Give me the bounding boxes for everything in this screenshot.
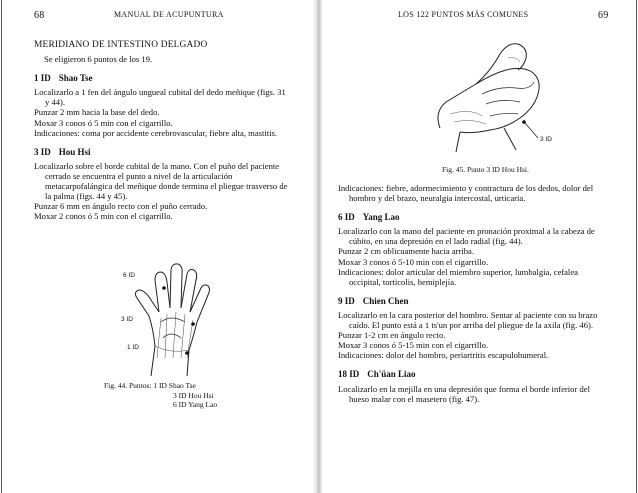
paragraph: Indicaciones: dolor articular del miembro superior, lumbalgia, cefalea occipital, torticolis, hemiplejía.	[338, 266, 578, 287]
figure-label: 6 ID	[123, 272, 135, 279]
point-number: 1 ID	[34, 73, 51, 84]
figure-label: 3 ID	[540, 136, 552, 143]
caption-prefix: Fig. 44. Puntos:	[104, 381, 152, 390]
point-number: 9 ID	[338, 295, 355, 306]
paragraph: Indicaciones: coma por accidente cerebrovascular, fiebre alta, mastitis.	[34, 127, 278, 138]
left-text-column	[34, 40, 289, 221]
caption-item: 3 ID Hou Hsi	[173, 390, 214, 400]
point-heading	[34, 73, 289, 83]
running-head-left: MANUAL DE ACUPUNTURA	[114, 10, 224, 19]
running-head-right: LOS 122 PUNTOS MÁS COMUNES	[398, 10, 529, 19]
figure-caption-45: Fig. 45. Punto 3 ID Hou Hsi.	[442, 165, 529, 174]
paragraph: Indicaciones: dolor del hombro, periartritis escapulohumeral.	[338, 350, 549, 361]
paragraph: Punzar 6 mm en ángulo recto con el puño cerrado.	[34, 201, 208, 212]
figure-label: 3 ID	[121, 316, 133, 323]
paragraph: Indicaciones: fiebre, adormecimiento y contractura de los dedos, dolor del hombro y del brazo, neuralgia intercostal, urticaria.	[338, 183, 594, 204]
page-number-left: 68	[34, 10, 45, 21]
page-number-right: 69	[598, 10, 609, 21]
hand-dorsal-illustration	[115, 258, 225, 378]
section-title: MERIDIANO DE INTESTINO DELGADO	[34, 40, 208, 50]
paragraph: Localizarlo a 1 fen del ángulo ungueal cubital del dedo meñique (figs. 31 y 44).	[34, 87, 286, 108]
paragraph: Punzar 1-2 cm en ángulo recto.	[338, 330, 446, 341]
paragraph: Punzar 2 cm oblicuamente hacia arriba.	[338, 246, 475, 257]
closed-fist-illustration	[420, 30, 570, 155]
figure-caption-44	[104, 381, 217, 410]
point-number: 3 ID	[34, 146, 51, 157]
figure-label: 1 ID	[127, 344, 139, 351]
paragraph: Punzar 2 mm hacia la base del dedo.	[34, 107, 160, 118]
paragraph: Moxar 3 conos ó 5 min con el cigarrillo.	[34, 117, 173, 128]
caption-item: 6 ID Yang Lao	[173, 400, 218, 409]
point-heading	[338, 212, 603, 222]
point-name: Chien Chen	[362, 295, 409, 306]
left-page	[0, 0, 318, 493]
point-number: 18 ID	[338, 369, 360, 380]
point-heading	[34, 147, 289, 157]
right-text-column	[338, 183, 603, 404]
paragraph: Localizarlo sobre el borde cubital de la mano. Con el puño del paciente cerrado se encuentra el punto a nivel de la articulación metacarpofalángica del meñique donde termina el pliegue trasverso de la palma (figs. 44 y 45).	[34, 160, 288, 202]
point-heading	[338, 369, 603, 379]
paragraph: Localizarlo en la mejilla en una depresión que forma el borde inferior del hueso malar con el masetero (fig. 47).	[338, 383, 590, 404]
point-name: Yang Lao	[362, 212, 400, 223]
paragraph: Localizarlo con la mano del paciente en pronación proximal a la cabeza de cúbito, en una depresión en el lado radial (fig. 44).	[338, 226, 595, 247]
point-number: 6 ID	[338, 212, 355, 223]
paragraph: Moxar 2 conos ó 5 min con el cigarrillo.	[34, 211, 173, 222]
paragraph: Moxar 3 conos ó 5-10 min con el cigarrillo.	[338, 256, 489, 267]
paragraph: Localizarlo en la cara posterior del hombro. Sentar al paciente con su brazo caído. El punto está a 1 ts'un por arriba del pliegue de la axila (fig. 46).	[338, 309, 598, 331]
paragraph: Moxar 3 conos ó 5-15 min con el cigarrillo.	[338, 340, 489, 351]
caption-item: 1 ID Shao Tse	[153, 381, 196, 390]
point-name: Shao Tse	[58, 73, 93, 84]
point-name: Hou Hsi	[58, 146, 91, 157]
section-intro: Se eligieron 6 puntos de los 19.	[44, 54, 153, 65]
point-heading	[338, 296, 603, 306]
point-name: Ch'üan Liao	[367, 369, 416, 380]
